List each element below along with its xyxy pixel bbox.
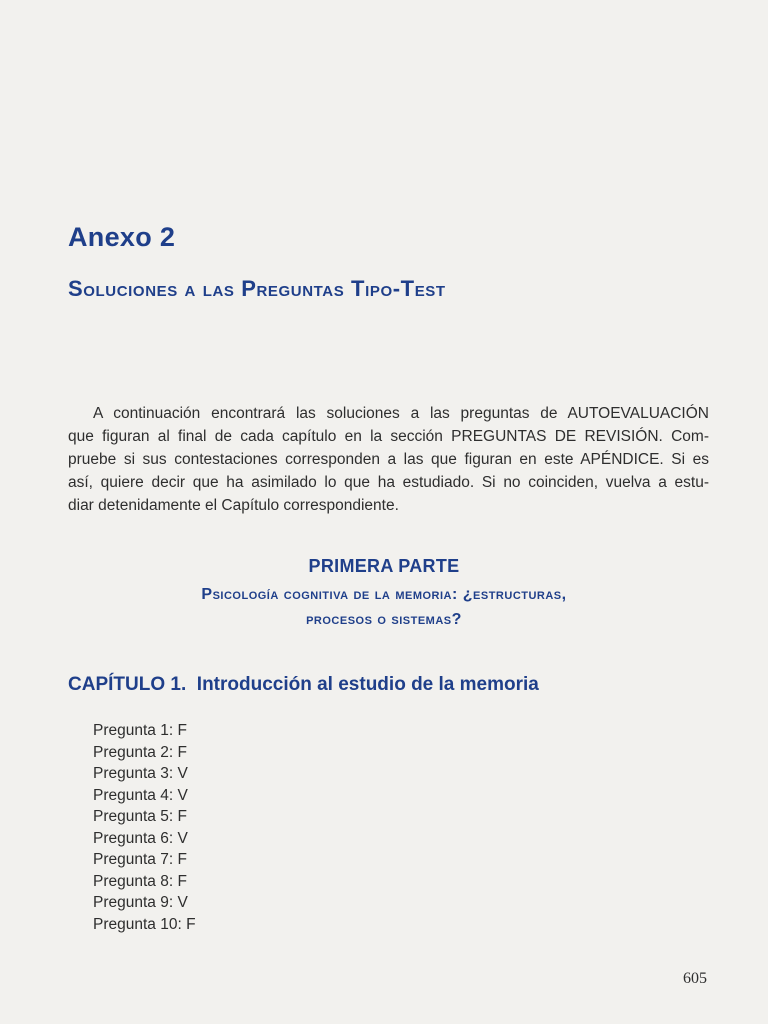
part-subtitle: [0, 582, 768, 632]
answer-item: Pregunta 7: F: [93, 851, 187, 868]
chapter-heading: CAPÍTULO 1. Introducción al estudio de la memoria: [68, 674, 539, 695]
answer-item: Pregunta 5: F: [93, 808, 187, 825]
intro-line: A continuación encontrará las soluciones a las preguntas de AUTOEVALUACIÓN: [93, 405, 709, 422]
intro-line: así, quiere decir que ha asimilado lo que ha estudiado. Si no coinciden, vuelva a estu-: [68, 474, 709, 491]
answer-item: Pregunta 4: V: [93, 786, 188, 804]
answer-list: [93, 720, 196, 935]
intro-line: pruebe si sus contestaciones corresponden a las que figuran en este APÉNDICE. Si es: [68, 451, 709, 468]
intro-line: diar detenidamente el Capítulo correspondiente.: [68, 497, 399, 514]
annex-title: Anexo 2: [68, 222, 176, 252]
intro-line: que figuran al final de cada capítulo en la sección PREGUNTAS DE REVISIÓN. Com-: [68, 428, 709, 445]
answer-item: Pregunta 6: V: [93, 829, 188, 847]
part-subtitle-line: procesos o sistemas?: [306, 611, 462, 628]
answer-item: Pregunta 2: F: [93, 743, 187, 761]
answer-item: Pregunta 8: F: [93, 872, 187, 890]
annex-subtitle: Soluciones a las Preguntas Tipo-Test: [68, 276, 446, 301]
answer-item: Pregunta 3: V: [93, 765, 188, 782]
answer-item: Pregunta 10: F: [93, 915, 196, 933]
page-number: 605: [683, 970, 707, 987]
part-subtitle-line: Psicología cognitiva de la memoria: ¿estructuras,: [201, 586, 567, 603]
intro-paragraph: [68, 402, 709, 517]
answer-item: Pregunta 9: V: [93, 894, 188, 911]
answer-item: Pregunta 1: F: [93, 722, 187, 739]
part-title: PRIMERA PARTE: [308, 556, 460, 576]
